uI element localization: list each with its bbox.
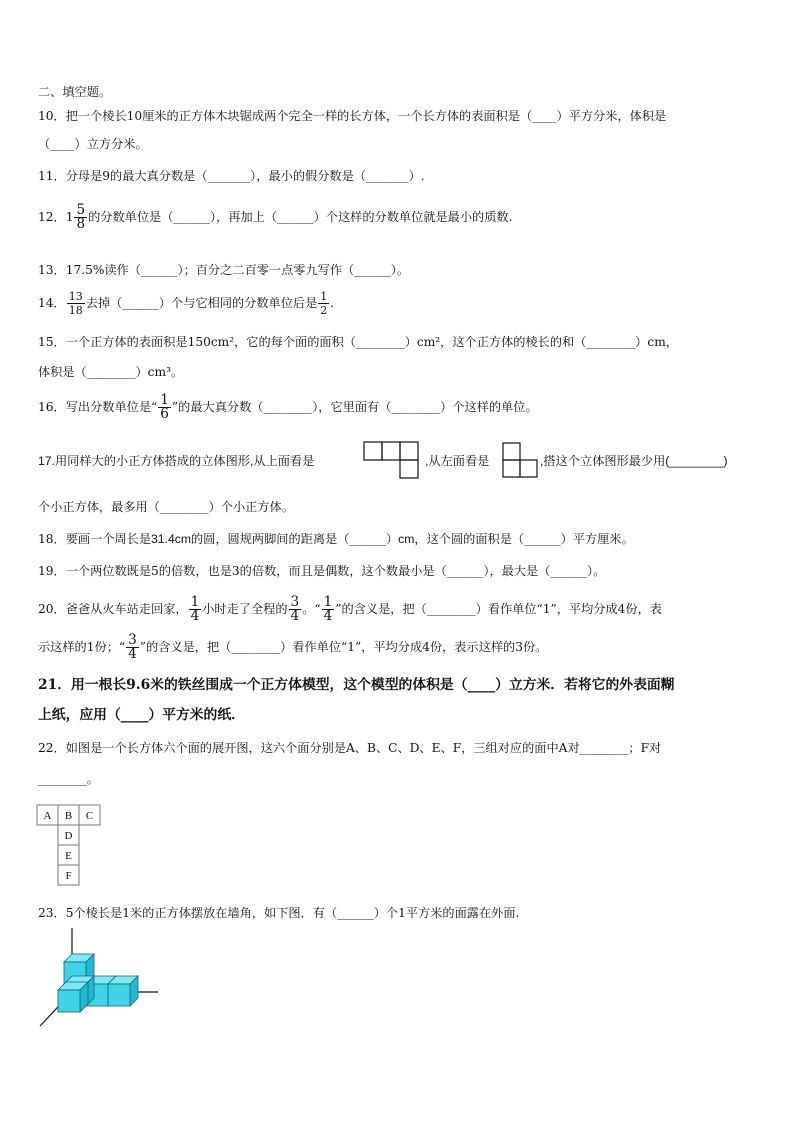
q20-frac3 [322, 596, 335, 623]
question-16 [38, 394, 538, 421]
question-20-line2 [38, 634, 547, 661]
question-23: 23．5个棱长是1米的正方体摆放在墙角，如下图．有（______）个1平方米的面露在外面. [38, 906, 520, 920]
q20-line2-p2: ”的含义是，把（________）看作单位“1”，平均分成4份，表示这样的3份。 [139, 640, 548, 654]
net-label-a: A [43, 810, 52, 822]
question-17-part1: 17.用同样大的小正方体搭成的立体图形,从上面看是 [38, 454, 315, 468]
question-21-line2: 上纸，应用（____）平方米的纸． [38, 707, 245, 723]
q16-suffix: ”的最大真分数（________），它里面有（________）个这样的单位。 [171, 400, 538, 414]
question-17-part3: ,搭这个立体图形最少用(________) [540, 454, 728, 468]
net-label-b: B [64, 810, 73, 822]
cube-front-left [58, 982, 88, 1012]
question-15-line2: 体积是（________）cm³。 [38, 365, 184, 379]
q20-f2-den: 4 [290, 608, 300, 624]
q20-frac4 [126, 634, 139, 661]
question-17-part2: ,从左面看是 [425, 454, 490, 468]
net-label-f: F [65, 870, 72, 882]
q12-frac-num: 5 [76, 202, 86, 218]
q12-frac-den: 8 [76, 216, 86, 232]
corner-cubes-figure [38, 928, 163, 1030]
q20-f3-num: 1 [323, 594, 333, 610]
question-18 [38, 531, 634, 547]
q20-frac1 [189, 596, 202, 623]
q14-frac2-den: 2 [320, 304, 328, 317]
q20-p3: 。“ [302, 602, 321, 616]
q16-frac-den: 6 [160, 406, 169, 422]
cube-far-right [108, 976, 138, 1006]
question-22-line1: 22．如图是一个长方体六个面的展开图，这六个面分别是A、B、C、D、E、F，三组对应的面中A对________；F对 [38, 741, 662, 755]
q20-p2: 小时走了全程的 [202, 602, 288, 616]
q20-frac2 [289, 596, 302, 623]
net-label-d: D [64, 830, 73, 842]
net-label-c: C [85, 810, 94, 822]
question-15-line1: 15．一个正方体的表面积是150cm²，它的每个面的面积（________）cm²，这个正方体的棱长的和（________）cm， [38, 335, 678, 349]
question-17-line2: 个小正方体，最多用（________）个小正方体。 [38, 500, 294, 514]
question-20-line1 [38, 596, 662, 623]
question-11: 11．分母是9的最大真分数是（_______），最小的假分数是（_______）. [38, 169, 425, 183]
q12-fraction [74, 204, 87, 231]
q16-prefix: 16．写出分数单位是“ [38, 400, 158, 414]
q14-frac2-num: 1 [320, 290, 328, 303]
question-19: 19．一个两位数既是5的倍数，也是3的倍数，而且是偶数，这个数最小是（______），最大是（______）。 [38, 564, 606, 578]
q18-unit: cm [398, 532, 415, 546]
q20-line2-p1: 示这样的1份；“ [38, 640, 126, 654]
net-label-e: E [65, 850, 72, 862]
q14-frac-num: 13 [68, 290, 83, 303]
q18-part1: 18．要画一个周长是 [38, 532, 152, 546]
q14-fraction [67, 290, 85, 317]
q14-frac-den: 18 [68, 304, 83, 317]
q16-fraction [158, 394, 171, 421]
q20-f3-den: 4 [323, 608, 333, 624]
question-13: 13．17.5%读作（______）；百分之二百零一点零九写作（______）。 [38, 263, 410, 277]
left-view-figure [503, 442, 543, 480]
question-10-line1: 10．把一个棱长10厘米的正方体木块锯成两个完全一样的长方体，一个长方体的表面积是（____）平方分米，体积是 [38, 109, 667, 123]
q18-value: 31.4cm [151, 532, 191, 546]
question-14 [38, 290, 334, 317]
question-22-line2: ________。 [38, 772, 99, 786]
q12-suffix: 的分数单位是（______），再加上（______）个这样的分数单位就是最小的质数. [88, 210, 513, 224]
section-title: 二、填空题。 [38, 85, 112, 99]
q20-f4-num: 3 [128, 632, 137, 648]
top-view-figure [364, 441, 424, 479]
q20-p4: ”的含义是，把（________）看作单位“1”，平均分成4份，表 [335, 602, 662, 616]
q20-f1-den: 4 [190, 608, 200, 624]
q14-prefix: 14． [38, 296, 66, 310]
question-21-line1: 21．用一根长9.6米的铁丝围成一个正方体模型，这个模型的体积是（____）立方米．若将它的外表面糊 [38, 677, 675, 693]
q12-prefix: 12．1 [38, 210, 74, 224]
question-10-line2: （____）立方分米。 [38, 137, 148, 151]
q18-part3: ，这个圆的面积是（______）平方厘米。 [414, 532, 634, 546]
q20-f4-den: 4 [128, 646, 137, 662]
q20-f1-num: 1 [190, 594, 200, 610]
question-12 [38, 204, 512, 231]
q14-suffix: . [330, 296, 335, 310]
q14-fraction-2 [318, 290, 329, 317]
cube-net-figure [37, 805, 103, 889]
q16-frac-num: 1 [160, 392, 169, 408]
q20-p1: 20．爸爸从火车站走回家， [38, 602, 188, 616]
q18-part2: 的圆，圆规两脚间的距离是（______） [190, 532, 399, 546]
q14-middle: 去掉（______）个与它相同的分数单位后是 [85, 296, 318, 310]
q20-f2-num: 3 [290, 594, 300, 610]
